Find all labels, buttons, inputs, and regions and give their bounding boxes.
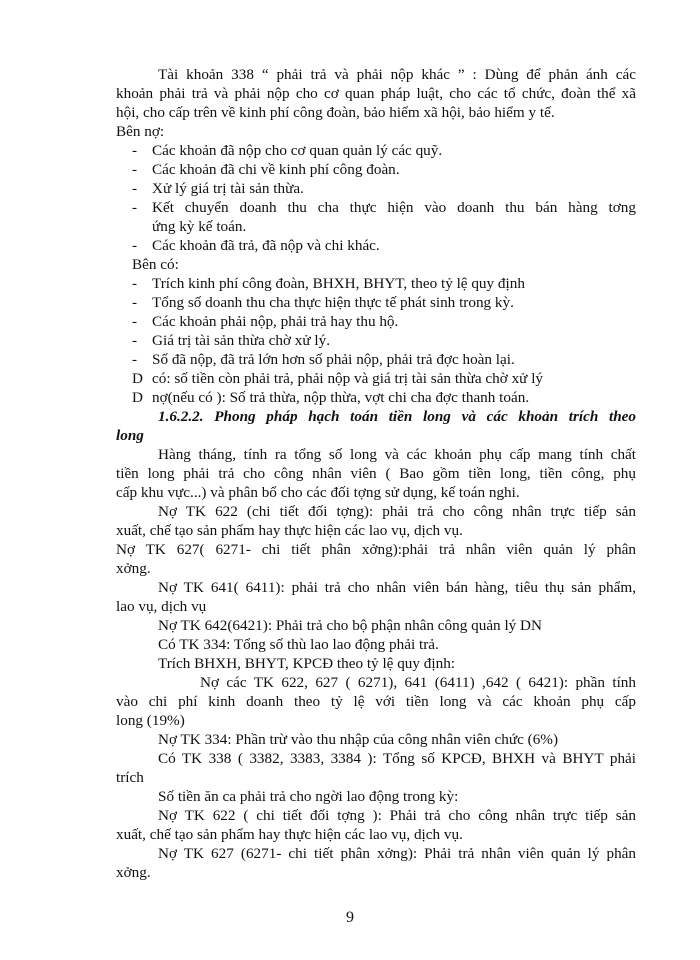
text-line: lao vụ, dịch vụ	[116, 598, 207, 615]
text-line: Nợ TK 642(6421): Phải trả cho bộ phận nhân công quản lý DN	[158, 617, 542, 634]
bullet-dash: -	[132, 161, 138, 178]
text-line: Có TK 338 ( 3382, 3383, 3384 ): Tổng số KPCĐ, BHXH và BHYT phải	[158, 750, 636, 767]
text-line: long (19%)	[116, 712, 185, 729]
text-line: Trích BHXH, BHYT, KPCĐ theo tỷ lệ quy định:	[158, 655, 456, 672]
text-line: Nợ các TK 622, 627 ( 6271), 641 (6411) ,642 ( 6421): phần tính	[200, 674, 636, 691]
text-line: Nợ TK 627 (6271- chi tiết phân xởng): Phải trả nhân viên quản lý phân	[158, 845, 636, 862]
text-line: Nợ TK 641( 6411): phải trả cho nhân viên bán hàng, tiêu thụ sản phẩm,	[158, 579, 636, 596]
list-item: Xử lý giá trị tài sản thừa.	[152, 180, 304, 197]
text-line: cấp khu vực...) và phân bổ cho các đối tợng sử dụng, kế toán nghi.	[116, 484, 520, 501]
text-line: tiền long phải trả cho công nhân viên ( Bao gồm tiền long, tiền công, phụ	[116, 465, 636, 482]
list-item: Kết chuyển doanh thu cha thực hiện vào doanh thu bán hàng tơng	[152, 199, 636, 216]
list-item: Giá trị tài sản thừa chờ xử lý.	[152, 332, 331, 349]
bullet-dash: -	[132, 351, 138, 368]
text-line: Hàng tháng, tính ra tổng số long và các khoản phụ cấp mang tính chất	[158, 446, 636, 463]
text-line: khoản phải trả và phải nộp cho cơ quan pháp luật, cho các tổ chức, đoàn thể xã	[116, 85, 636, 102]
bullet-dash: -	[132, 180, 138, 197]
text-line: Nợ TK 622 ( chi tiết đối tợng ): Phải trả cho công nhân trực tiếp sản	[158, 807, 636, 824]
text-line: Bên có:	[132, 256, 179, 273]
text-line: xởng.	[116, 864, 151, 881]
text-line: Nợ TK 627( 6271- chi tiết phân xởng):phải trả nhân viên quản lý phân	[116, 541, 636, 558]
list-item: Các khoản đã trả, đã nộp và chi khác.	[152, 237, 380, 254]
bullet-dash: -	[132, 275, 138, 292]
list-item: Các khoản đã chi về kinh phí công đoàn.	[152, 161, 400, 178]
text-line: Tài khoản 338 “ phải trả và phải nộp khác ” : Dùng để phản ánh các	[158, 66, 636, 83]
section-heading: long	[116, 427, 144, 444]
list-item: Tổng số doanh thu cha thực hiện thực tế phát sinh trong kỳ.	[152, 294, 514, 311]
bullet-dash: -	[132, 313, 138, 330]
text-line: xuất, chế tạo sản phẩm hay thực hiện các lao vụ, dịch vụ.	[116, 826, 463, 843]
list-item: Trích kinh phí công đoàn, BHXH, BHYT, theo tỷ lệ quy định	[152, 275, 525, 292]
text-line: vào chi phí kinh doanh theo tỷ lệ với tiền long và các khoản phụ cấp	[116, 693, 636, 710]
list-item: ứng kỳ kế toán.	[152, 218, 247, 235]
bullet-dash: -	[132, 199, 138, 216]
bullet-dash: -	[132, 237, 138, 254]
bullet-dash: -	[132, 142, 138, 159]
bullet-dash: -	[132, 332, 138, 349]
text-line: Bên nợ:	[116, 123, 165, 140]
text-line: Số tiền ăn ca phải trả cho ngời lao động trong kỳ:	[158, 788, 459, 805]
text-line: xuất, chế tạo sản phẩm hay thực hiện các lao vụ, dịch vụ.	[116, 522, 463, 539]
text-line: Nợ TK 622 (chi tiết đối tợng): phải trả cho công nhân trực tiếp sản	[158, 503, 636, 520]
text-line: có: số tiền còn phải trả, phải nộp và giá trị tài sản thừa chờ xử lý	[152, 370, 544, 387]
text-line: xởng.	[116, 560, 151, 577]
text-line: D	[132, 389, 143, 406]
text-line: Nợ TK 334: Phần trừ vào thu nhập của công nhân viên chức (6%)	[158, 731, 559, 748]
list-item: Các khoản phải nộp, phải trả hay thu hộ.	[152, 313, 399, 330]
section-heading: 1.6.2.2. Phong pháp hạch toán tiền long và các khoản trích theo	[158, 408, 636, 425]
list-item: Số đã nộp, đã trả lớn hơn số phải nộp, phải trả đợc hoàn lại.	[152, 351, 515, 368]
text-line: hội, cho cấp trên về kinh phí công đoàn, bảo hiểm xã hội, bảo hiểm y tế.	[116, 104, 555, 121]
page-number: 9	[346, 909, 354, 926]
list-item: Các khoản đã nộp cho cơ quan quản lý các quỹ.	[152, 142, 443, 159]
text-line: nợ(nếu có ): Số trả thừa, nộp thừa, vợt chi cha đợc thanh toán.	[152, 389, 530, 406]
bullet-dash: -	[132, 294, 138, 311]
text-line: trích	[116, 769, 144, 786]
text-line: D	[132, 370, 143, 387]
text-line: Có TK 334: Tổng số thù lao lao động phải trả.	[158, 636, 439, 653]
